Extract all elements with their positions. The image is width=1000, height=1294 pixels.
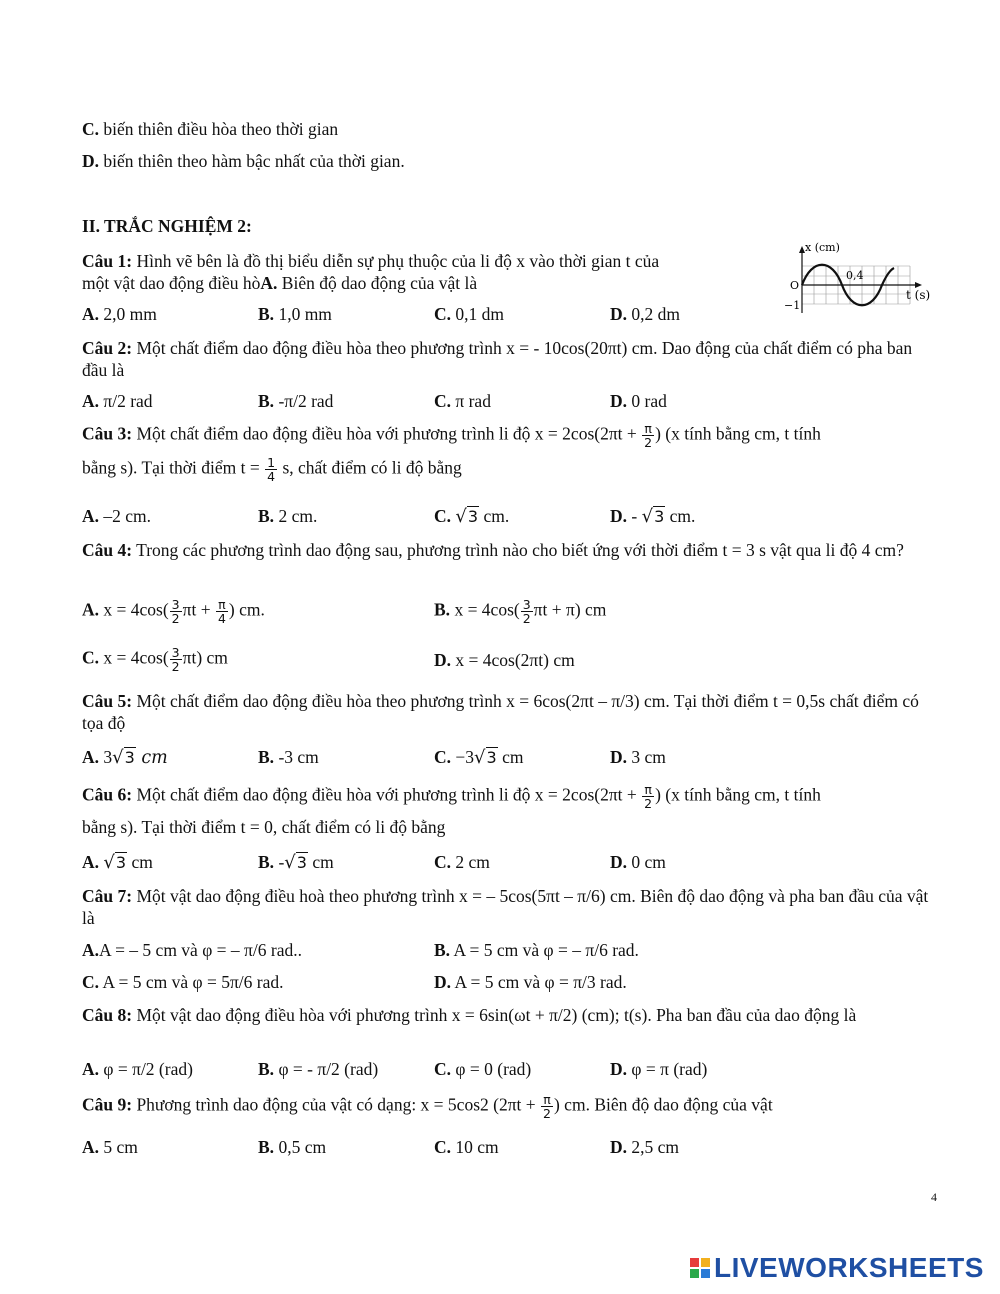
question-4	[82, 539, 932, 561]
question-3-line1	[82, 422, 821, 449]
q5-option-c[interactable]: C. −3√3 cm	[434, 747, 524, 768]
q8-option-d[interactable]	[610, 1059, 707, 1080]
option-letter: C.	[434, 852, 452, 872]
q8-option-c[interactable]	[434, 1059, 531, 1080]
question-text: ) (x tính bằng cm, t tính	[655, 784, 821, 805]
q6-option-c[interactable]	[434, 852, 490, 873]
q1-option-d[interactable]	[610, 304, 680, 325]
question-text: Một chất điểm dao động điều hòa với phương trình li độ x = 2cos(2πt +	[132, 423, 642, 444]
fraction: $\frac{3}{2}$	[522, 597, 531, 626]
question-text: s, chất điểm có li độ bằng	[278, 457, 462, 478]
option-letter: A.	[82, 304, 100, 324]
option-letter: A.	[82, 940, 100, 960]
question-text-bold: A.	[260, 273, 278, 293]
option-letter: D.	[610, 391, 628, 411]
option-letter: D.	[610, 852, 628, 872]
q3-option-d[interactable]: D. - √3 cm.	[610, 506, 696, 527]
q4-option-c[interactable]: C. x = 4cos( $\frac{3}{2}$ πt) cm	[82, 645, 228, 674]
option-text: φ = - π/2 (rad)	[278, 1059, 379, 1079]
graph-origin-label: O	[790, 279, 800, 292]
sqrt: √3	[112, 747, 135, 768]
option-letter: A.	[82, 599, 100, 620]
q8-option-b[interactable]	[258, 1059, 378, 1080]
option-letter: A.	[82, 747, 100, 767]
option-letter: D.	[434, 972, 452, 992]
q7-option-d[interactable]	[434, 972, 627, 993]
option-letter: A.	[82, 506, 100, 526]
sqrt: √3	[455, 506, 479, 527]
option-text: π rad	[455, 391, 491, 411]
fraction: $\frac{\pi}{2}$	[644, 782, 653, 811]
question-text: Phương trình dao động của vật có dạng: x = 5cos2 (2πt +	[132, 1094, 541, 1115]
q4-option-b[interactable]: B. x = 4cos( $\frac{3}{2}$ πt + π) cm	[434, 597, 607, 626]
option-text: π/2 rad	[103, 391, 153, 411]
brand-name: LIVEWORKSHEETS	[714, 1252, 984, 1283]
option-letter: C.	[434, 304, 452, 324]
question-text: Một chất điểm dao động điều hòa với phương trình li độ x = 2cos(2πt +	[132, 784, 642, 805]
graph-y-label: x (cm)	[805, 241, 840, 254]
liveworksheets-logo[interactable]	[690, 1252, 984, 1284]
option-text: A = 5 cm và φ = π/3 rad.	[454, 972, 627, 992]
fraction: $\frac{\pi}{4}$	[217, 597, 226, 626]
option-letter: D.	[610, 1137, 628, 1157]
option-letter: B.	[258, 304, 275, 324]
question-text: Một chất điểm dao động điều hòa theo phương trình x = - 10cos(20πt) cm. Dao động của chất điểm có pha ban đầu là	[82, 338, 913, 380]
q7-option-b[interactable]	[434, 940, 639, 961]
option-letter: D.	[610, 1059, 628, 1079]
option-letter: B.	[258, 391, 275, 411]
option-text: x = 4cos(2πt) cm	[455, 650, 575, 670]
option-text: 0,5 cm	[278, 1137, 327, 1157]
question-2	[82, 337, 932, 381]
q6-option-d[interactable]	[610, 852, 666, 873]
option-text: 2,0 mm	[103, 304, 157, 324]
option-letter: A.	[82, 391, 100, 411]
option-letter: A.	[82, 1137, 100, 1157]
question-9	[82, 1093, 773, 1120]
question-label: Câu 4:	[82, 540, 133, 560]
question-text: Một vật dao động điều hoà theo phương trình x = – 5cos(5πt – π/6) cm. Biên độ dao động và pha ban đầu của vật là	[82, 886, 929, 928]
q1-option-b[interactable]	[258, 304, 332, 325]
option-text: A = 5 cm và φ = – π/6 rad.	[453, 940, 639, 960]
q1-option-c[interactable]	[434, 304, 504, 325]
option-letter: A.	[82, 852, 100, 872]
q2-option-d[interactable]	[610, 391, 667, 412]
option-text: –2 cm.	[103, 506, 152, 526]
option-letter: C.	[434, 391, 452, 411]
q3-option-a[interactable]	[82, 506, 151, 527]
option-text: 2 cm	[455, 852, 490, 872]
graph-x-label: t (s)	[906, 288, 931, 302]
option-letter: B.	[434, 599, 451, 620]
option-letter: C.	[434, 747, 452, 767]
q7-option-c[interactable]	[82, 972, 284, 993]
q7-option-a[interactable]	[82, 940, 302, 961]
section-title: II. TRẮC NGHIỆM 2:	[82, 216, 252, 236]
option-letter: C.	[82, 647, 100, 668]
option-text: 3 cm	[631, 747, 666, 767]
option-letter: D.	[610, 304, 628, 324]
question-label: Câu 8:	[82, 1005, 133, 1025]
option-letter: D.	[610, 506, 628, 526]
option-letter: B.	[258, 1137, 275, 1157]
q3-option-b[interactable]	[258, 506, 317, 527]
option-text: cm.	[479, 506, 510, 526]
option-text: 0,2 dm	[631, 304, 681, 324]
option-text: cm.	[665, 506, 696, 526]
question-label: Câu 9:	[82, 1094, 133, 1115]
q4-option-d[interactable]	[434, 650, 575, 671]
q8-option-a[interactable]	[82, 1059, 193, 1080]
q9-option-c[interactable]	[434, 1137, 499, 1158]
question-5	[82, 690, 932, 734]
option-letter: B.	[258, 506, 275, 526]
question-label: Câu 7:	[82, 886, 133, 906]
option-text: 10 cm	[455, 1137, 499, 1157]
displacement-time-graph	[778, 238, 938, 318]
question-text: một vật dao động điều hò	[82, 273, 261, 293]
option-letter: C.	[434, 506, 452, 526]
option-letter: D.	[610, 747, 628, 767]
q5-option-a[interactable]: A. 3√3 cm	[82, 747, 168, 768]
option-text: biến thiên theo hàm bậc nhất của thời gian.	[99, 151, 405, 171]
option-text: φ = π/2 (rad)	[103, 1059, 193, 1079]
option-text: 0 rad	[631, 391, 667, 411]
option-letter: C.	[434, 1059, 452, 1079]
question-label: Câu 2:	[82, 338, 133, 358]
fraction: $\frac{\pi}{2}$	[543, 1092, 551, 1121]
option-letter: B.	[434, 940, 451, 960]
question-text: Hình vẽ bên là đồ thị biểu diễn sự phụ thuộc của li độ x vào thời gian t của	[132, 251, 660, 271]
option-text: φ = 0 (rad)	[455, 1059, 532, 1079]
sqrt: √3	[641, 506, 665, 527]
question-text: Một vật dao động điều hòa với phương trình x = 6sin(ωt + π/2) (cm); t(s). Pha ban đầu của dao động là	[132, 1005, 857, 1025]
q9-option-a[interactable]	[82, 1137, 138, 1158]
option-letter: D.	[82, 151, 100, 171]
option-text: -π/2 rad	[278, 391, 334, 411]
option-letter: C.	[82, 972, 100, 992]
option-text: 5 cm	[103, 1137, 138, 1157]
option-letter: B.	[258, 747, 275, 767]
question-text: ) cm. Biên độ dao động của vật	[553, 1094, 773, 1115]
question-text: bằng s). Tại thời điểm t = 0, chất điểm có li độ bằng	[82, 817, 446, 837]
option-letter: C.	[82, 119, 100, 139]
q9-option-d[interactable]	[610, 1137, 679, 1158]
q5-option-b[interactable]	[258, 747, 319, 768]
question-6-line2	[82, 817, 445, 838]
sqrt: √3	[103, 852, 127, 873]
option-text: 2 cm.	[278, 506, 318, 526]
q6-option-b[interactable]: B. -√3 cm	[258, 852, 334, 873]
question-text: ) (x tính bằng cm, t tính	[655, 423, 821, 444]
sqrt: √3	[284, 852, 307, 873]
question-text: Biên độ dao động của vật là	[277, 273, 478, 293]
option-letter: A.	[82, 1059, 100, 1079]
question-label: Câu 5:	[82, 691, 133, 711]
question-label: Câu 3:	[82, 423, 133, 444]
question-label: Câu 6:	[82, 784, 133, 805]
q4-option-a[interactable]: A. x = 4cos( $\frac{3}{2}$ πt + $\frac{\pi}{4}$ ) cm.	[82, 597, 265, 626]
graph-tick-label: 0,4	[846, 269, 864, 282]
option-text: 0 cm	[631, 852, 666, 872]
q6-option-a[interactable]: A. √3 cm	[82, 852, 153, 873]
option-letter: B.	[258, 852, 275, 872]
q3-option-c[interactable]	[434, 506, 509, 527]
sqrt: √3	[474, 747, 497, 768]
q2-option-b[interactable]	[258, 391, 333, 412]
question-7	[82, 885, 942, 929]
question-text: Trong các phương trình dao động sau, phương trình nào cho biết ứng với thời điểm t = 3 s vật qua li độ 4 cm?	[132, 540, 904, 560]
fraction: $\frac{1}{4}$	[267, 455, 276, 484]
option-c-top	[82, 119, 338, 140]
option-text: φ = π (rad)	[631, 1059, 708, 1079]
question-6-line1	[82, 783, 821, 810]
question-label: Câu 1:	[82, 251, 133, 271]
question-text: bằng s). Tại thời điểm t =	[82, 457, 265, 478]
question-3-line2	[82, 456, 462, 483]
q5-option-d[interactable]	[610, 747, 666, 768]
option-letter: D.	[434, 650, 452, 670]
fraction: $\frac{3}{2}$	[171, 645, 180, 674]
q1-option-a[interactable]	[82, 304, 157, 325]
question-text: Một chất điểm dao động điều hòa theo phương trình x = 6cos(2πt – π/3) cm. Tại thời điểm t = 0,5s chất điểm có tọa độ	[82, 691, 919, 733]
option-letter: C.	[434, 1137, 452, 1157]
fraction: $\frac{3}{2}$	[171, 597, 180, 626]
option-d-top	[82, 151, 405, 172]
option-letter: B.	[258, 1059, 275, 1079]
logo-icon	[690, 1258, 710, 1278]
question-8	[82, 1004, 942, 1026]
option-text: 0,1 dm	[455, 304, 505, 324]
q9-option-b[interactable]	[258, 1137, 326, 1158]
option-text: 2,5 cm	[631, 1137, 680, 1157]
fraction: $\frac{\pi}{2}$	[644, 421, 653, 450]
option-text: -3 cm	[278, 747, 319, 767]
page-number: 4	[931, 1190, 937, 1204]
q2-option-a[interactable]	[82, 391, 153, 412]
q2-option-c[interactable]	[434, 391, 491, 412]
graph-ymin-label: −1	[784, 299, 801, 312]
option-text: A = 5 cm và φ = 5π/6 rad.	[102, 972, 284, 992]
option-text: 1,0 mm	[278, 304, 332, 324]
option-text: biến thiên điều hòa theo thời gian	[99, 119, 339, 139]
option-text: A = – 5 cm và φ = – π/6 rad..	[99, 940, 302, 960]
